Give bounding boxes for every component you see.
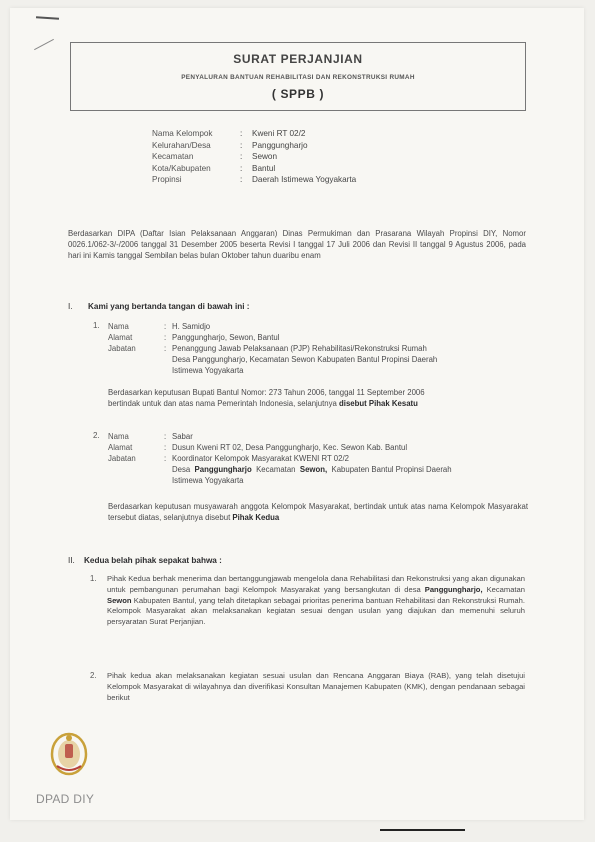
clause-1-text: Pihak Kedua berhak menerima dan bertanggungjawab mengelola dana Rehabilitasi dan Rekonstruksi yang akan digunakan untuk pembangunan perumahan bagi Kelompok Masyarakat yang bersangkutan di desa Panggungharjo, Kecamatan Sewon Kabupaten Bantul, yang telah ditetapkan sebagai prioritas penerima bantuan Rehabilitasi dan Rekonstruksi Rumah. Kelompok Masyarakat akan melaksanakan kegiatan sesuai dengan usulan yang diajukan dan memenuhi seluruh persyaratan Surat Perjanjian. <box>107 574 525 627</box>
party-2-desc-text: Berdasarkan keputusan musyawarah anggota Kelompok Masyarakat, bertindak untuk atas nama Kelompok Masyarakat tersebut diatas, selanjutnya disebut <box>108 502 528 522</box>
party-1-block: Nama : H. Samidjo Alamat : Panggungharjo, Sewon, Bantul Jabatan : Penanggung Jawab Pelaksanaan (PJP) Rehabilitasi/Rekonstruksi Rumah Desa Panggungharjo, Kecamatan Sewon Kabupaten Bantul Propinsi Daerah Istimewa Yogyakarta <box>108 321 528 376</box>
party-2-position-cont: Istimewa Yogyakarta <box>172 476 244 485</box>
title-box <box>70 42 526 111</box>
clause-2-number: 2. <box>90 671 97 680</box>
document-subtitle: PENYALURAN BANTUAN REHABILITASI DAN REKONSTRUKSI RUMAH <box>181 74 415 81</box>
village-value: Panggungharjo <box>252 140 308 150</box>
regency-label: Kota/Kabupaten <box>152 163 211 173</box>
party-2-position-cont: Desa Panggungharjo Kecamatan Sewon, Kabupaten Bantul Propinsi Daerah <box>172 465 452 474</box>
party-1-desc-line: Berdasarkan keputusan Bupati Bantul Nomor: 273 Tahun 2006, tanggal 11 September 2006 <box>108 388 425 397</box>
district-label: Kecamatan <box>152 152 194 161</box>
party-1-description <box>108 387 528 409</box>
party-1-address: Panggungharjo, Sewon, Bantul <box>172 333 280 342</box>
party-2-address: Dusun Kweni RT 02, Desa Panggungharjo, Kec. Sewon Kab. Bantul <box>172 443 408 452</box>
document-title: SURAT PERJANJIAN <box>233 52 363 66</box>
party-1-position: Penanggung Jawab Pelaksanaan (PJP) Rehabilitasi/Rekonstruksi Rumah <box>172 344 427 353</box>
party-1-position-cont: Istimewa Yogyakarta <box>172 366 244 375</box>
party-1-address-label: Alamat <box>108 333 133 342</box>
regency-value: Bantul <box>252 163 276 173</box>
party-1-designation: disebut Pihak Kesatu <box>339 399 418 408</box>
preamble-paragraph: Berdasarkan DIPA (Daftar Isian Pelaksanaan Anggaran) Dinas Permukiman dan Prasarana Wilayah Propinsi DIY, Nomor 0026.1/062-3/-/2006 tanggal 31 Desember 2005 beserta Revisi I tanggal 17 Juli 2006 dan Revisi II tanggal 9 Agustus 2006, pada hari ini Kamis tanggal Sembilan belas bulan Oktober tahun duaribu enam <box>68 229 526 260</box>
district-value: Sewon <box>252 152 278 161</box>
village-label: Kelurahan/Desa <box>152 140 211 150</box>
party-2-name-label: Nama <box>108 432 129 441</box>
watermark-label: DPAD DIY <box>36 792 95 806</box>
document-code: ( SPPB ) <box>271 87 325 101</box>
clause-2-text: Pihak kedua akan melaksanakan kegiatan sesuai usulan dan Rencana Anggaran Biaya (RAB), yang telah disetujui Kelompok Masyarakat di wilayahnya dan diverifikasi Konsultan Manajemen Kabupaten (KMK), dengan pendanaan sebagai berikut <box>107 671 525 702</box>
party-2-number: 2. <box>93 431 100 440</box>
section-2-number: II. <box>68 556 75 565</box>
province-value: Daerah Istimewa Yogyakarta <box>252 175 357 184</box>
party-1-desc-line: bertindak untuk dan atas nama Pemerintah Indonesia, selanjutnya <box>108 399 337 408</box>
section-1-number: I. <box>68 302 73 311</box>
party-2-position-label: Jabatan <box>108 454 136 463</box>
divider <box>380 829 465 831</box>
party-1-number: 1. <box>93 321 100 330</box>
party-2-block: Nama : Sabar Alamat : Dusun Kweni RT 02, Desa Panggungharjo, Kec. Sewon Kab. Bantul Jabatan : Koordinator Kelompok Masyarakat KWENI RT 02/2 Desa Panggungharjo Kecamatan Sewon, Kabupaten Bantul Propinsi Daerah Istimewa Yogyakarta <box>108 431 528 486</box>
party-1-position-label: Jabatan <box>108 344 136 353</box>
party-1-name-label: Nama <box>108 322 129 331</box>
party-1-position-cont: Desa Panggungharjo, Kecamatan Sewon Kabupaten Bantul Propinsi Daerah <box>172 355 438 364</box>
clause-1-number: 1. <box>90 574 97 583</box>
section-1-title: Kami yang bertanda tangan di bawah ini : <box>88 302 250 311</box>
party-2-description <box>108 501 528 523</box>
party-1-name: H. Samidjo <box>172 322 211 331</box>
party-2-designation: Pihak Kedua <box>232 513 280 522</box>
province-label: Propinsi <box>152 175 182 184</box>
section-2-title: Kedua belah pihak sepakat bahwa : <box>84 556 222 565</box>
party-2-address-label: Alamat <box>108 443 133 452</box>
group-name-label: Nama Kelompok <box>152 129 213 138</box>
coat-of-arms-icon <box>48 730 90 778</box>
party-2-name: Sabar <box>172 432 193 441</box>
group-name-value: Kweni RT 02/2 <box>252 129 306 138</box>
party-2-position: Koordinator Kelompok Masyarakat KWENI RT 02/2 <box>172 454 349 463</box>
